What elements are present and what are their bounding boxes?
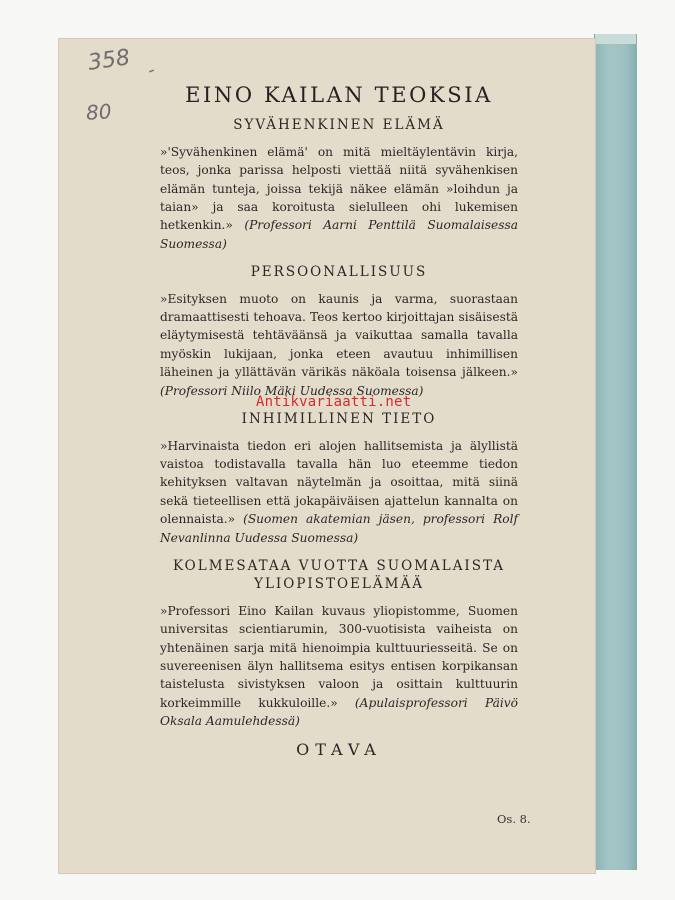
pencil-note-dash: -	[144, 59, 158, 82]
watermark: Antikvariaatti.net	[256, 394, 412, 410]
back-cover-text	[160, 83, 519, 759]
quote-source: (Professori Niilo Mäki Uudessa Suomessa)	[160, 383, 424, 398]
spine-top-edge	[595, 34, 636, 44]
catalog-code: Os. 8.	[497, 812, 531, 826]
page-title: EINO KAILAN TEOKSIA	[185, 83, 493, 107]
publisher-name: OTAVA	[296, 739, 382, 759]
section-title: KOLMESATAA VUOTTA SUOMALAISTA YLIOPISTOELÄMÄÄ	[172, 557, 506, 593]
quote-source: (Suomen akatemian jäsen, professori Rolf Nevanlinna Uudessa Suomessa)	[160, 512, 519, 545]
quote-source: (Apulaisprofessori Päivö Oksala Aamulehdessä)	[160, 695, 519, 729]
review-quote	[160, 143, 518, 253]
review-quote	[160, 290, 518, 400]
review-quote	[160, 602, 518, 731]
section-persoonallisuus	[160, 263, 518, 400]
section-title: PERSOONALLISUUS	[250, 264, 428, 281]
quote-text: »'Syvähenkinen elämä' on mitä mieltäylentävin kirja, teos, jonka parissa helposti viettää niitä syvähenkisen elämän tunteja, joissa tekijä näkee elämän »loihdun ja taian» ja saa koroitusta sielulleen ohi lukemisen hetkenkin.»	[160, 144, 518, 233]
review-quote	[160, 437, 518, 547]
quote-source: (Professori Aarni Penttilä Suomalaisessa Suomessa)	[160, 218, 518, 251]
pencil-note-number: 80	[85, 99, 113, 125]
section-title: INHIMILLINEN TIETO	[241, 411, 437, 428]
book-spine	[594, 34, 637, 870]
pencil-note-price: 358	[86, 45, 132, 76]
section-kolmesataa-vuotta	[160, 557, 518, 731]
quote-text: »Esityksen muoto on kaunis ja varma, suorastaan dramaattisesti tehoava. Teos kertoo kirjoittajan sisäisestä eläytymisestä tehtäväänsä ja vaikuttaa samalla tavalla myöskin lukijaan, jonka eteen avautuu inhimillisen läheinen ja yllättävän värikäs näköala toisensa jälkeen.»	[160, 291, 518, 380]
section-inhimillinen-tieto	[160, 410, 518, 547]
quote-text: »Harvinaista tiedon eri alojen hallitsemista ja älyllistä vaistoa todistavalla tavalla hän luo eteemme tiedon kehityksen valtavan näytelmän ja osoittaa, mitä siinä sekä tieteellisen että jokapäiväisen ajattelun kannalta on olennaista.»	[160, 438, 518, 527]
quote-text: »Professori Eino Kailan kuvaus yliopistomme, Suomen universitas scientiarumin, 300-vuotisista vaiheista on yhtenäinen sarja mitä hienoimpia kulttuuriesseitä. Se on suvereenisen älyn hallitsema esitys entisen korpikansan taistelusta sivistyksen valoon ja osittain kulttuurin korkeimmille kukkuloille.»	[160, 603, 518, 710]
section-title: SYVÄHENKINEN ELÄMÄ	[233, 117, 445, 134]
section-syvahenkinen-elama	[160, 116, 518, 253]
